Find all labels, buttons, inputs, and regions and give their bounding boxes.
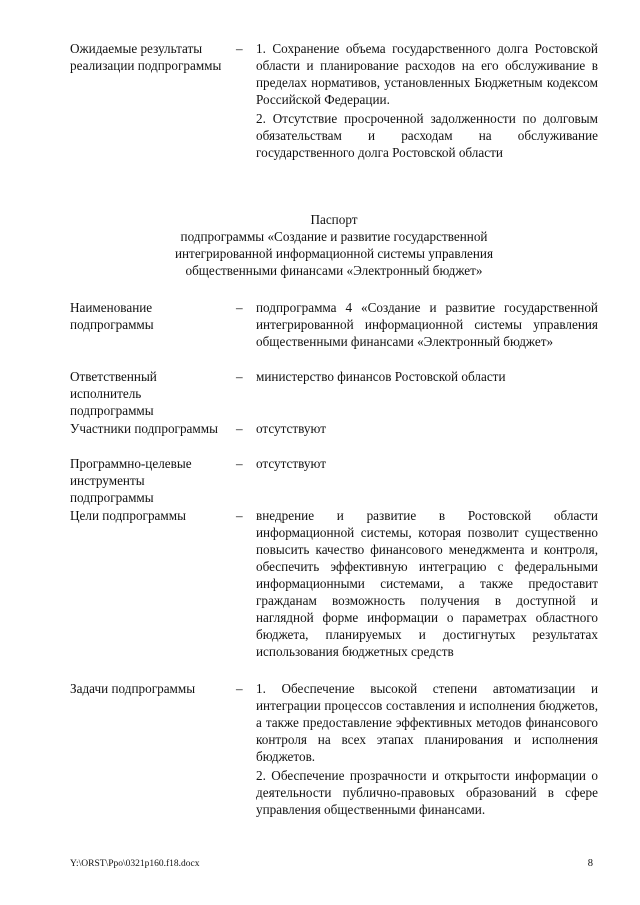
expected-results-value <box>256 40 598 161</box>
row-value <box>256 368 598 385</box>
passport-title-line-2: подпрограммы «Создание и развитие государственной <box>180 229 488 244</box>
row-label: Участники подпрограммы <box>70 421 218 436</box>
row-label: Наименование подпрограммы <box>70 300 154 332</box>
row-value <box>256 507 598 660</box>
row-value <box>256 455 598 472</box>
row-label: Задачи подпрограммы <box>70 681 196 696</box>
row-value-item: подпрограмма 4 «Создание и развитие государственной интегрированной информационной системы управления общественными финансами «Электронный бюджет» <box>256 300 598 349</box>
dash: – <box>236 508 243 523</box>
task-item-1: 1. Обеспечение высокой степени автоматизации и интеграции процессов составления и исполнения бюджетов, а также предоставление эффективных методов финансового контроля на всех этапах планирования и исполнения бюджетов. <box>256 681 598 764</box>
row-label: Цели подпрограммы <box>70 508 186 523</box>
row-value-item: министерство финансов Ростовской области <box>256 369 506 384</box>
row-value-item: отсутствуют <box>256 456 326 471</box>
dash: – <box>236 421 243 436</box>
passport-title-line-4: общественными финансами «Электронный бюджет» <box>185 263 483 278</box>
row-value-item: отсутствуют <box>256 421 326 436</box>
row-value-item: внедрение и развитие в Ростовской области информационной системы, которая позволит существенно повысить качество финансового менеджмента и контроля, обеспечить эффективную интеграцию с федеральными информационными системами, а также предоставит гражданам возможность получения в доступной и наглядной форме информации о параметрах областного бюджета, планируемых и достигнутых результатах использования бюджетных средств <box>256 508 598 659</box>
dash: – <box>236 456 243 471</box>
footer-file-path: Y:\ORST\Ppo\0321p160.f18.docx <box>70 859 200 869</box>
page-number: 8 <box>587 858 593 869</box>
dash: – <box>236 681 243 696</box>
passport-title <box>70 211 598 279</box>
expected-result-item-2: 2. Отсутствие просроченной задолженности по долговым обязательствам и расходам на обслуживание государственного долга Ростовской области <box>256 111 598 160</box>
row-label: Ответственный исполнитель подпрограммы <box>70 369 157 418</box>
row-value <box>256 680 598 818</box>
row-label: Программно-целевые инструменты подпрограммы <box>70 456 192 505</box>
dash: – <box>236 369 243 384</box>
expected-results-label: Ожидаемые результаты реализации подпрограммы <box>70 41 222 73</box>
expected-result-item-1: 1. Сохранение объема государственного долга Ростовской области и планирование расходов на его обслуживание в пределах нормативов, установленных Бюджетным кодексом Российской Федерации. <box>256 41 598 107</box>
dash: – <box>236 300 243 315</box>
passport-title-line-3: интегрированной информационной системы управления <box>174 246 494 261</box>
row-value <box>256 299 598 350</box>
passport-title-line-1: Паспорт <box>310 212 358 227</box>
dash: – <box>236 41 243 56</box>
row-value <box>256 420 598 437</box>
task-item-2: 2. Обеспечение прозрачности и открытости информации о деятельности публично-правовых образований в сфере управления общественными финансами. <box>256 768 598 817</box>
